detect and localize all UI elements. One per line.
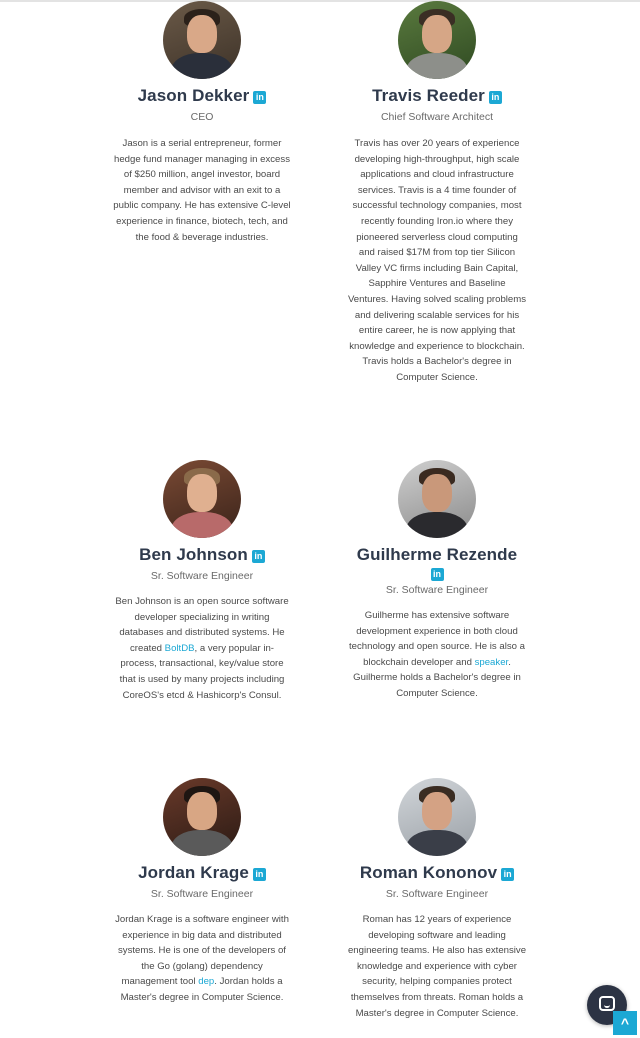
member-bio bbox=[112, 594, 292, 703]
member-title: Sr. Software Engineer bbox=[150, 570, 254, 582]
member-title: Sr. Software Engineer bbox=[385, 584, 489, 596]
member-name: Jordan Krage bbox=[138, 863, 249, 882]
bio-text: . Guilherme holds a Bachelor's degree in Computer Science. bbox=[353, 656, 521, 699]
team-member-jordan-krage bbox=[112, 778, 292, 1006]
speaker-link[interactable]: speaker bbox=[474, 656, 509, 668]
avatar bbox=[163, 1, 241, 79]
team-member-ben-johnson bbox=[112, 460, 292, 703]
scroll-to-top-button[interactable] bbox=[613, 1011, 637, 1035]
avatar bbox=[163, 778, 241, 856]
avatar bbox=[163, 460, 241, 538]
bio-text: Ben Johnson is an open source software developer specializing in writing databases and distributed systems. He created bbox=[115, 596, 289, 654]
linkedin-icon[interactable]: in bbox=[431, 568, 444, 581]
team-member-jason-dekker bbox=[112, 1, 292, 245]
linkedin-icon[interactable]: in bbox=[252, 550, 265, 563]
member-title: Chief Software Architect bbox=[380, 111, 494, 123]
avatar bbox=[398, 460, 476, 538]
boltdb-link[interactable]: BoltDB bbox=[164, 642, 195, 654]
bio-text: Jason is a serial entrepreneur, former hedge fund manager managing in excess of $250 million, angel investor, board member and advisor with an exit to a public company. He has extensive C-level experience in finance, biotech, tech, and the food & beverage industries. bbox=[113, 138, 291, 243]
team-member-roman-kononov bbox=[347, 778, 527, 1021]
dep-link[interactable]: dep bbox=[198, 976, 215, 988]
chat-bubble-icon bbox=[599, 996, 615, 1011]
member-title: Sr. Software Engineer bbox=[385, 888, 489, 900]
bio-text: . Jordan holds a Master's degree in Computer Science. bbox=[120, 976, 284, 1003]
bio-text: Travis has over 20 years of experience developing high-throughput, high scale applications and cloud infrastructure services. Travis is a 4 time founder of successful technology companies, most recently founding Iron.io where they pioneered serverless cloud computing and raised $17M from top tier Silicon Valley VC firms including Bain Capital, Sapphire Ventures and Baseline Ventures. Having solved scaling problems and delivering scalable services for his entire career, he is now applying that knowledge and experience to blockchain. Travis holds a Bachelor's degree in Computer Science. bbox=[347, 138, 527, 383]
member-name: Roman Kononov bbox=[359, 863, 498, 882]
member-name: Jason Dekker bbox=[137, 86, 250, 105]
team-member-travis-reeder bbox=[347, 1, 527, 386]
linkedin-icon[interactable]: in bbox=[501, 868, 514, 881]
member-bio bbox=[347, 136, 527, 386]
member-bio bbox=[347, 912, 527, 1021]
member-title: CEO bbox=[190, 111, 214, 123]
member-bio bbox=[112, 136, 292, 245]
bio-text: , a very popular in-process, transactional, key/value store that is used by many projects including CoreOS's etcd & Hashicorp's Consul. bbox=[119, 642, 285, 701]
top-divider bbox=[0, 0, 640, 2]
linkedin-icon[interactable]: in bbox=[253, 868, 266, 881]
member-name: Travis Reeder bbox=[372, 86, 485, 105]
member-name: Guilherme Rezende bbox=[356, 545, 518, 564]
avatar bbox=[398, 1, 476, 79]
member-name: Ben Johnson bbox=[139, 545, 248, 564]
linkedin-icon[interactable]: in bbox=[253, 91, 266, 104]
member-bio bbox=[347, 608, 527, 702]
chevron-up-icon: ^ bbox=[620, 1015, 630, 1031]
linkedin-icon[interactable]: in bbox=[489, 91, 502, 104]
member-bio bbox=[112, 912, 292, 1006]
bio-text: Jordan Krage is a software engineer with experience in big data and distributed systems. He is one of the developers of the Go (golang) dependency management tool bbox=[115, 914, 289, 988]
team-member-guilherme-rezende bbox=[347, 460, 527, 702]
bio-text: Guilherme has extensive software development experience in both cloud technology and open source. He is also a blockchain developer and bbox=[349, 610, 525, 668]
member-title: Sr. Software Engineer bbox=[150, 888, 254, 900]
avatar bbox=[398, 778, 476, 856]
bio-text: Roman has 12 years of experience developing software and leading engineering teams. He also has extensive knowledge and experience with cyber security, helping companies protect themselves from threats. Roman holds a Master's degree in Computer Science. bbox=[347, 914, 527, 1019]
